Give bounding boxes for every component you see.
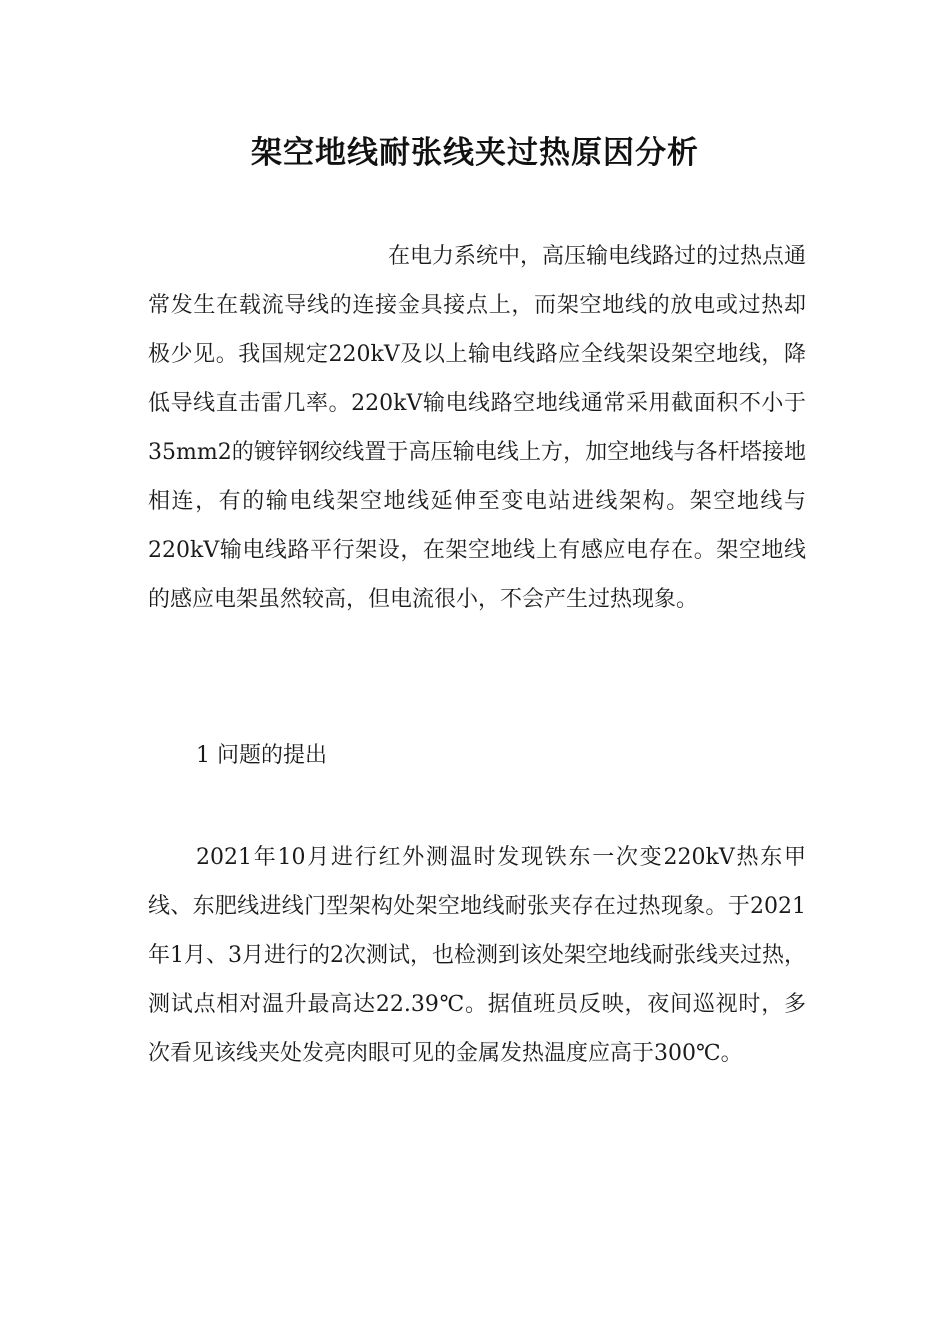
intro-paragraph: 在电力系统中，高压输电线路过的过热点通常发生在载流导线的连接金具接点上，而架空地线的放电或过热却极少见。我国规定220kV及以上输电线路应全线架设架空地线，降低导线直击雷几率。220kV输电线路空地线通常采用截面积不小于35mm2的镀锌钢绞线置于高压输电线上方，加空地线与各杆塔接地相连，有的输电线架空地线延伸至变电站进线架构。架空地线与220kV输电线路平行架设，在架空地线上有感应电存在。架空地线的感应电架虽然较高，但电流很小，不会产生过热现象。 (148, 244, 807, 612)
document-title: 架空地线耐张线夹过热原因分析 (251, 135, 699, 171)
section-paragraph-problem: 2021年10月进行红外测温时发现铁东一次变220kV热东甲线、东肥线进线门型架构处架空地线耐张夹存在过热现象。于2021年1月、3月进行的2次测试，也检测到该处架空地线耐张线夹过热，测试点相对温升最高达22.39℃。据值班员反映，夜间巡视时，多次看见该线夹处发亮肉眼可见的金属发热温度应高于300℃。 (148, 845, 806, 1066)
section-heading-problem: 1 问题的提出 (196, 743, 327, 768)
